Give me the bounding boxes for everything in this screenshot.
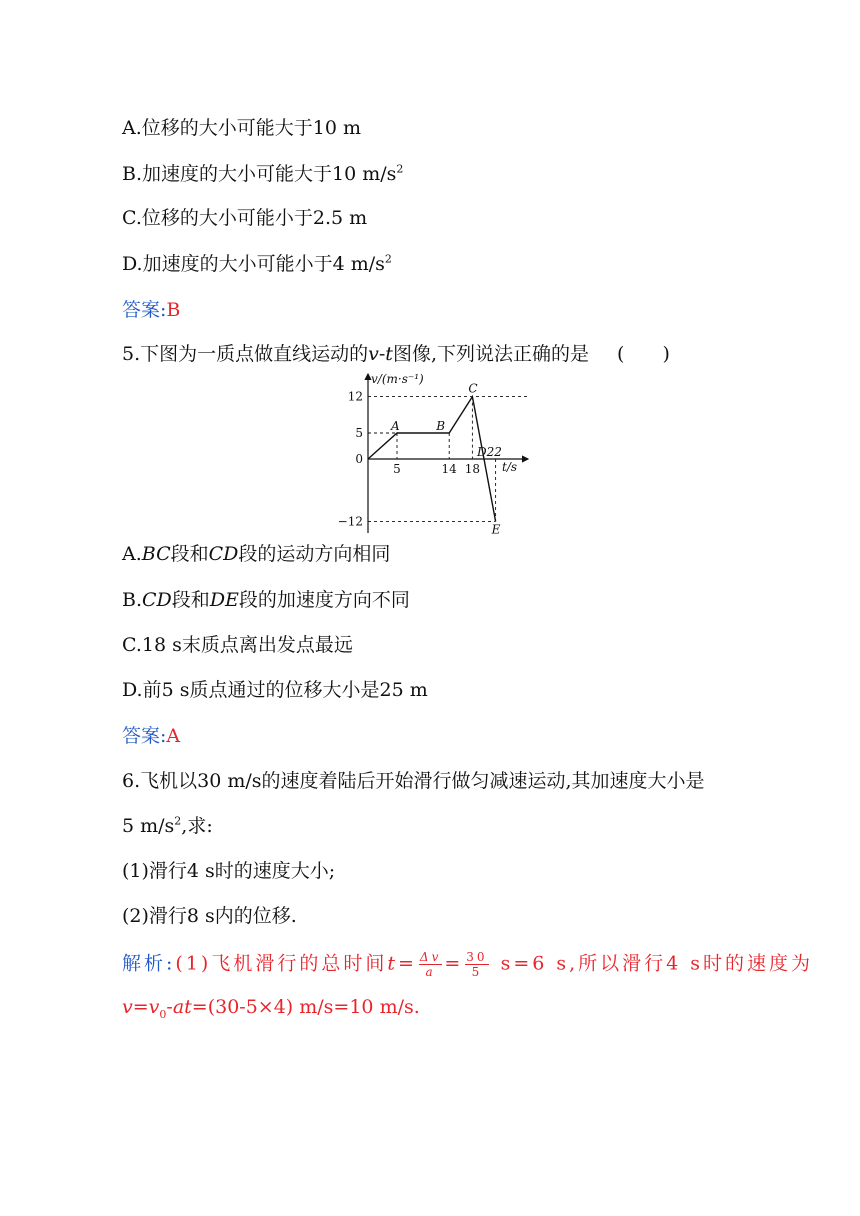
q4-answer: 答案:B xyxy=(122,299,181,321)
q4-option-a: A.位移的大小可能大于10 m xyxy=(122,117,361,139)
fraction-30-5: $\frac{30}{5}$ xyxy=(466,950,488,979)
point-label-b: B xyxy=(436,419,446,433)
y-tick-12: 12 xyxy=(347,389,363,404)
point-label-a: A xyxy=(391,419,400,433)
x-tick-18: 18 xyxy=(464,462,481,476)
q6-sub2: (2)滑行8 s内的位移. xyxy=(122,905,297,927)
y-tick-neg12: −12 xyxy=(337,514,363,529)
y-tick-0: 0 xyxy=(355,452,363,466)
q5-option-a: A.BC段和CD段的运动方向相同 xyxy=(122,543,391,565)
point-label-e: E xyxy=(491,522,501,537)
q5-option-d: D.前5 s质点通过的位移大小是25 m xyxy=(122,679,428,701)
y-axis-label: v/(m·s⁻¹) xyxy=(371,372,424,386)
x-tick-5: 5 xyxy=(393,462,401,476)
q4-option-b: B.加速度的大小可能大于10 $m/s^2$ xyxy=(122,162,404,185)
q6-solution-line1: 解析:(1)飞机滑行的总时间t= $\frac{\Delta v}{a}$ = $\frac{30}{5}$ s=6 s,所以滑行4 s时的速度为 xyxy=(122,950,814,979)
q6-solution-line2: $v=v_0-at=(30-5\times 4)$ m/s=10 m/s. xyxy=(122,996,420,1021)
q5-answer: 答案:A xyxy=(122,725,181,747)
q6-stem-line1: 6.飞机以30 m/s的速度着陆后开始滑行做匀减速运动,其加速度大小是 xyxy=(122,770,705,792)
q4-option-c: C.位移的大小可能小于2.5 m xyxy=(122,207,368,229)
x-tick-14: 14 xyxy=(441,462,457,476)
q5-option-c: C.18 s末质点离出发点最远 xyxy=(122,634,353,656)
q5-stem: 5.下图为一质点做直线运动的v-t图像,下列说法正确的是 ( ) xyxy=(122,343,670,365)
x-axis-label: t/s xyxy=(502,460,518,474)
fraction-dv-a: $\frac{\Delta v}{a}$ xyxy=(419,950,442,979)
y-tick-5: 5 xyxy=(355,426,363,440)
q6-stem-line2: 5 $m/s^2$,求: xyxy=(122,814,213,837)
q4-option-d: D.加速度的大小可能小于4 $m/s^2$ xyxy=(122,252,392,275)
point-label-c: C xyxy=(468,381,478,396)
vt-graph xyxy=(330,368,530,538)
q6-sub1: (1)滑行4 s时的速度大小; xyxy=(122,860,336,882)
q5-option-b: B.CD段和DE段的加速度方向不同 xyxy=(122,589,410,611)
point-label-d: D22 xyxy=(477,445,502,459)
